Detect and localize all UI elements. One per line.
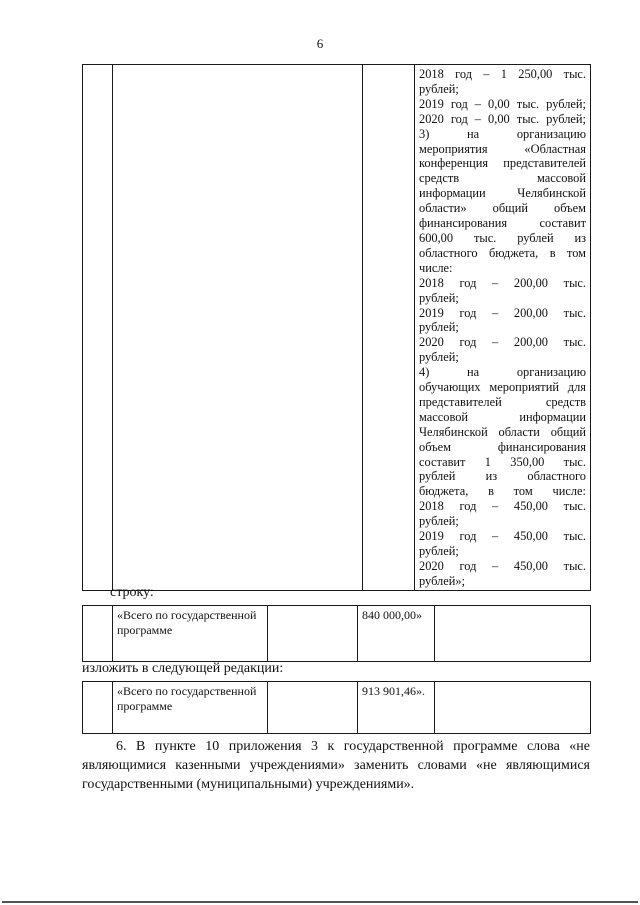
funding-line: рублей;: [419, 81, 459, 96]
funding-details-text: [415, 65, 590, 590]
funding-line: областного бюджета, в том: [419, 245, 586, 260]
funding-line: рублей;: [419, 514, 459, 529]
funding-line: 4) на организацию: [419, 365, 586, 380]
funding-line: рублей;: [419, 320, 459, 335]
funding-line: рублей;: [419, 544, 459, 558]
table-cell-empty: [113, 65, 363, 591]
funding-line: 2019 год – 450,00 тыс.: [419, 529, 586, 544]
label-stroku: строку:: [110, 585, 154, 600]
table-cell-empty: [83, 606, 113, 662]
new-total-table: [82, 681, 591, 734]
continuation-table: [82, 64, 591, 591]
funding-line: рублей»;: [419, 573, 466, 588]
funding-line: финансирования составит: [419, 216, 586, 231]
label-izlozhit: изложить в следующей редакции:: [82, 661, 284, 676]
funding-line: средств массовой: [419, 171, 586, 186]
funding-line: Челябинской области общий: [419, 424, 586, 439]
funding-line: рублей;: [419, 350, 459, 365]
old-total-name-cell: [113, 606, 268, 662]
table-cell-empty: [435, 606, 591, 662]
new-total-value-cell: [358, 682, 435, 734]
table-cell-empty: [268, 606, 358, 662]
funding-line: 2019 год – 0,00 тыс. рублей;: [419, 96, 586, 111]
new-total-name: «Всего по государственной программе: [117, 684, 257, 713]
table-cell-empty: [83, 682, 113, 734]
new-total-value: 913 901,46».: [362, 684, 425, 698]
funding-line: числе:: [419, 260, 453, 275]
old-total-name: «Всего по государственной программе: [117, 608, 257, 637]
table-cell-empty: [435, 682, 591, 734]
table-cell-empty: [268, 682, 358, 734]
funding-line: 2020 год – 450,00 тыс.: [419, 558, 586, 573]
funding-line: информации Челябинской: [419, 186, 586, 201]
page-number: 6: [316, 36, 324, 51]
funding-line: 3) на организацию: [419, 126, 586, 141]
funding-line: области» общий объем: [419, 201, 586, 216]
funding-line: рублей из областного: [419, 469, 586, 484]
funding-line: представителей средств: [419, 394, 586, 409]
funding-line: 2020 год – 200,00 тыс.: [419, 335, 586, 350]
funding-details-cell: [415, 65, 591, 591]
page-bottom-edge: [2, 901, 638, 903]
table-cell-empty: [83, 65, 113, 591]
old-total-table: [82, 605, 591, 662]
new-total-name-cell: [113, 682, 268, 734]
funding-line: рублей;: [419, 290, 459, 305]
funding-line: 2018 год – 450,00 тыс.: [419, 499, 586, 514]
funding-line: мероприятия «Областная: [419, 141, 586, 156]
funding-line: 2019 год – 200,00 тыс.: [419, 305, 586, 320]
funding-line: объем финансирования: [419, 439, 586, 454]
funding-line: 2018 год – 200,00 тыс.: [419, 275, 586, 290]
funding-line: 600,00 тыс. рублей из: [419, 230, 586, 245]
paragraph-6: 6. В пункте 10 приложения 3 к государственной программе слова «не являющимися казенными учреждениями» заменить словами «не являющимися государственными (муниципальными) учреждениями».: [82, 739, 590, 792]
funding-line: бюджета, в том числе:: [419, 484, 586, 499]
funding-line: 2020 год – 0,00 тыс. рублей;: [419, 111, 586, 126]
table-cell-empty: [363, 65, 415, 591]
funding-line: конференция представителей: [419, 156, 586, 171]
funding-line: массовой информации: [419, 409, 586, 424]
old-total-value-cell: [358, 606, 435, 662]
funding-line: 2018 год – 1 250,00 тыс.: [419, 67, 586, 81]
old-total-value: 840 000,00»: [362, 608, 422, 622]
funding-line: составит 1 350,00 тыс.: [419, 454, 586, 469]
funding-line: обучающих мероприятий для: [419, 380, 586, 395]
